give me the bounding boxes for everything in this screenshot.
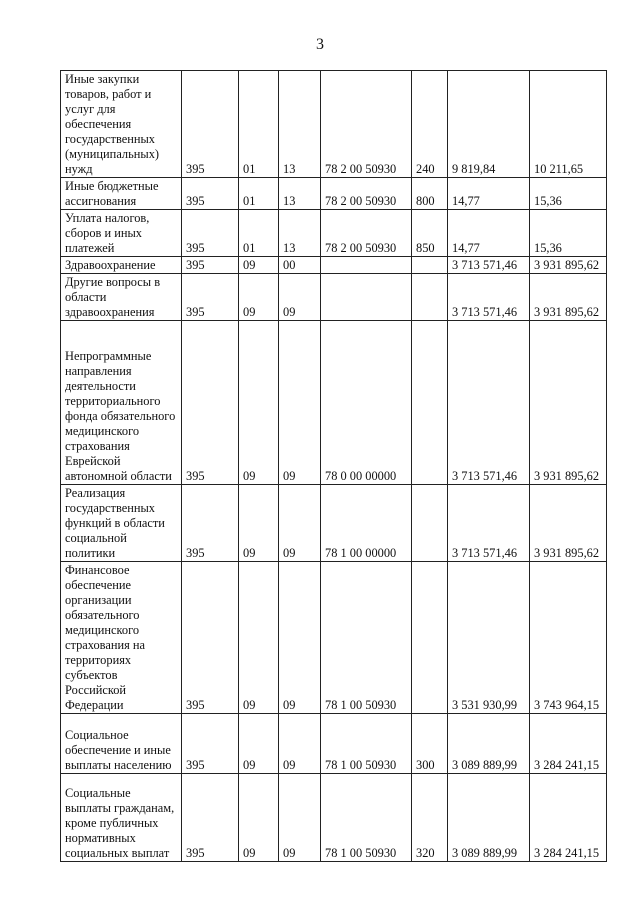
target-article-cell: 78 0 00 00000 [321,321,412,485]
grbs-cell: 395 [182,485,239,562]
sum-second-cell: 15,36 [530,178,607,210]
expense-type-cell [412,257,448,274]
sum-second-cell: 3 931 895,62 [530,321,607,485]
sum-second-cell: 3 284 241,15 [530,714,607,774]
row-name-cell: Здравоохранение [61,257,182,274]
table-row [61,178,607,210]
budget-table [60,70,607,862]
section-cell: 01 [239,210,279,257]
expense-type-cell: 850 [412,210,448,257]
grbs-cell: 395 [182,178,239,210]
table-row [61,714,607,774]
sum-first-cell: 3 713 571,46 [448,321,530,485]
expense-type-cell [412,274,448,321]
expense-type-cell [412,321,448,485]
grbs-cell: 395 [182,274,239,321]
subsection-cell: 00 [279,257,321,274]
section-cell: 09 [239,485,279,562]
sum-first-cell: 3 713 571,46 [448,257,530,274]
grbs-cell: 395 [182,562,239,714]
table-row [61,562,607,714]
expense-type-cell [412,485,448,562]
expense-type-cell: 800 [412,178,448,210]
sum-second-cell: 3 931 895,62 [530,485,607,562]
sum-first-cell: 3 089 889,99 [448,714,530,774]
sum-first-cell: 3 713 571,46 [448,274,530,321]
target-article-cell [321,274,412,321]
subsection-cell: 09 [279,774,321,862]
target-article-cell: 78 2 00 50930 [321,210,412,257]
table-row [61,274,607,321]
sum-first-cell: 9 819,84 [448,71,530,178]
expense-type-cell: 240 [412,71,448,178]
section-cell: 09 [239,274,279,321]
section-cell: 09 [239,257,279,274]
table-row [61,210,607,257]
table-row [61,257,607,274]
sum-second-cell: 3 284 241,15 [530,774,607,862]
target-article-cell: 78 1 00 50930 [321,714,412,774]
row-name-cell: Финансовое обеспечение организации обязательного медицинского страхования на территориях субъектов Российской Федерации [61,562,182,714]
sum-first-cell: 3 713 571,46 [448,485,530,562]
grbs-cell: 395 [182,210,239,257]
target-article-cell: 78 1 00 50930 [321,774,412,862]
expense-type-cell: 320 [412,774,448,862]
table-row [61,774,607,862]
subsection-cell: 09 [279,485,321,562]
sum-second-cell: 3 931 895,62 [530,257,607,274]
table-row [61,71,607,178]
page-number: 3 [316,36,324,53]
grbs-cell: 395 [182,257,239,274]
row-name-cell: Иные бюджетные ассигнования [61,178,182,210]
target-article-cell: 78 2 00 50930 [321,178,412,210]
row-name-cell: Другие вопросы в области здравоохранения [61,274,182,321]
section-cell: 01 [239,71,279,178]
target-article-cell: 78 1 00 50930 [321,562,412,714]
subsection-cell: 09 [279,274,321,321]
sum-first-cell: 14,77 [448,178,530,210]
row-name-cell: Уплата налогов, сборов и иных платежей [61,210,182,257]
section-cell: 09 [239,562,279,714]
sum-second-cell: 15,36 [530,210,607,257]
row-name-cell: Непрограммные направления деятельности территориального фонда обязательного медицинского страхования Еврейской автономной области [61,321,182,485]
table-row [61,485,607,562]
grbs-cell: 395 [182,774,239,862]
expense-type-cell [412,562,448,714]
row-name-cell: Реализация государственных функций в области социальной политики [61,485,182,562]
subsection-cell: 09 [279,562,321,714]
subsection-cell: 13 [279,210,321,257]
sum-first-cell: 3 531 930,99 [448,562,530,714]
grbs-cell: 395 [182,714,239,774]
row-name-cell: Социальное обеспечение и иные выплаты населению [61,714,182,774]
expense-type-cell: 300 [412,714,448,774]
section-cell: 09 [239,774,279,862]
sum-second-cell: 10 211,65 [530,71,607,178]
sum-second-cell: 3 743 964,15 [530,562,607,714]
section-cell: 09 [239,714,279,774]
section-cell: 01 [239,178,279,210]
table-row [61,321,607,485]
subsection-cell: 09 [279,321,321,485]
sum-second-cell: 3 931 895,62 [530,274,607,321]
target-article-cell: 78 1 00 00000 [321,485,412,562]
subsection-cell: 13 [279,71,321,178]
section-cell: 09 [239,321,279,485]
sum-first-cell: 3 089 889,99 [448,774,530,862]
grbs-cell: 395 [182,321,239,485]
target-article-cell [321,257,412,274]
grbs-cell: 395 [182,71,239,178]
subsection-cell: 13 [279,178,321,210]
row-name-cell: Иные закупки товаров, работ и услуг для обеспечения государственных (муниципальных) нужд [61,71,182,178]
target-article-cell: 78 2 00 50930 [321,71,412,178]
sum-first-cell: 14,77 [448,210,530,257]
row-name-cell: Социальные выплаты гражданам, кроме публичных нормативных социальных выплат [61,774,182,862]
subsection-cell: 09 [279,714,321,774]
